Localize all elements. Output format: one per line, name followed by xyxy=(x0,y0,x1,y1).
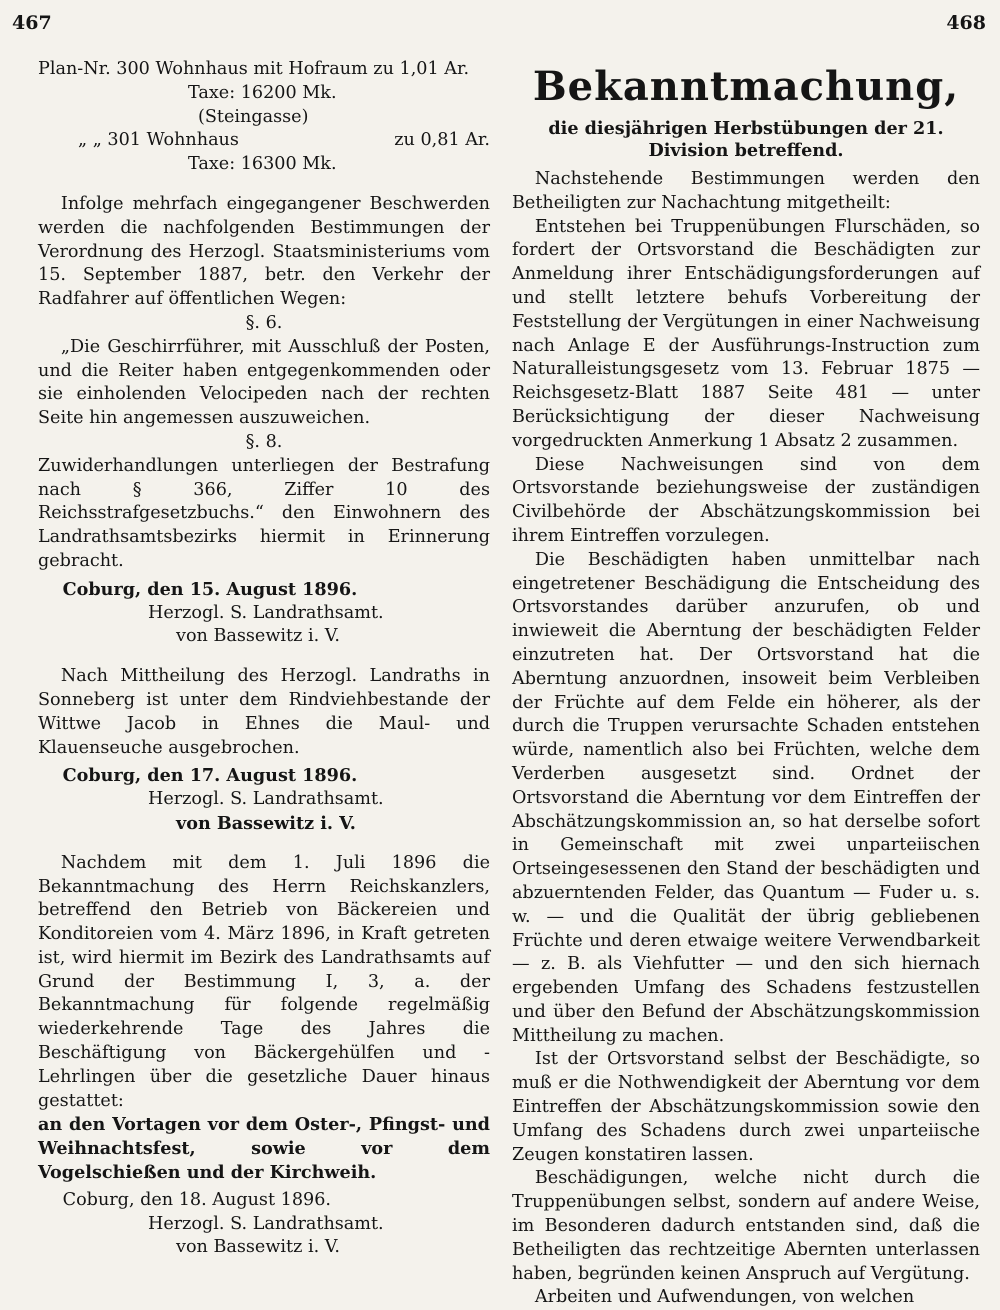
plan-listing xyxy=(38,58,490,177)
notice-baeckereien-text: Nachdem mit dem 1. Juli 1896 die Bekanntmachung des Herrn Reichskanzlers, betreffend den Betrieb von Bäckereien und Konditoreien vom 4. März 1896, in Kraft getreten ist, wird hiermit im Bezirk des Landrathsamts auf Grund der Bestimmung I, 3, a. der Bekanntmachung für folgende regelmäßig wiederkehrende Tage des Jahres die Beschäftigung von Bäckergehülfen und -Lehrlingen über die gesetzliche Dauer hinaus gestattet: xyxy=(38,852,490,1111)
notice-seuche-office: Herzogl. S. Landrathsamt. xyxy=(148,789,384,810)
plan-taxe-300: Taxe: 16200 Mk. xyxy=(188,82,337,103)
paragraph-nachweisungen: Diese Nachweisungen sind von dem Ortsvorstande beziehungsweise der zuständigen Civilbehörde der Abschätzungskommission bei ihrem Eintreffen vorzulegen. xyxy=(512,454,980,546)
notice-radfahrer xyxy=(38,193,490,649)
paragraph-aberntung: Die Beschädigten haben unmittelbar nach eingetretener Beschädigung die Entscheidung des Ortsvorstandes darüber anzurufen, ob und inwieweit die Aberntung der beschädigten Felder einzutreten hat. Der Ortsvorstand hat die Aberntung anzuordnen, insoweit beim Verbleiben der Früchte auf dem Felde ein höherer, als der durch die Truppen verursachte Schaden entstehen würde, namentlich also bei Früchten, welche dem Verderben ausgesetzt sind. Ordnet der Ortsvorstand die Aberntung vor dem Eintreffen der Abschätzungskommission an, so hat derselbe sofort in Gemeinschaft mit zwei unparteiischen Ortseingesessenen den Stand der beschädigten und abzuerntenden Felder, das Quantum — Fuder u. s. w. — und die Qualität der übrig gebliebenen Früchte und deren etwaige weitere Verwendbarkeit — z. B. als Viehfutter — und den sich hiernach ergebenden Umfang des Schadens festzustellen und über den Befund der Abschätzungskommission Mittheilung zu machen. xyxy=(512,549,980,1046)
left-column xyxy=(38,58,490,1260)
paragraph-ortsvorstand: Ist der Ortsvorstand selbst der Beschädigte, so muß er die Nothwendigkeit der Aberntung vor dem Eintreffen der Abschätzungskommission sowie den Umfang des Schadens durch zwei unparteiische Zeugen konstatiren lassen. xyxy=(512,1049,980,1165)
section-6-text: „Die Geschirrführer, mit Ausschluß der Posten, und die Reiter haben entgegenkommenden oder sie einholenden Velocipeden nach der rechten Seite hin angemessen auszuweichen. xyxy=(38,336,490,429)
notice-baeckereien-place-date: Coburg, den 18. August 1896. xyxy=(62,1189,331,1210)
notice-subheading: die diesjährigen Herbstübungen der 21. Division betreffend. xyxy=(548,118,944,161)
notice-seuche xyxy=(38,665,490,836)
notice-seuche-place-date: Coburg, den 17. August 1896. xyxy=(62,765,358,787)
plan-taxe-301: Taxe: 16300 Mk. xyxy=(188,154,337,175)
paragraph-beschaedigungen: Beschädigungen, welche nicht durch die Truppenübungen selbst, sondern auf andere Weise, im Besonderen dadurch entstanden sind, daß die Betheiligten das rechtzeitige Abernten unterlassen haben, begründen keinen Anspruch auf Vergütung. xyxy=(512,1168,980,1284)
notice-baeckereien-signature: von Bassewitz i. V. xyxy=(176,1237,340,1258)
paragraph-intro: Nachstehende Bestimmungen werden den Betheiligten zur Nachachtung mitgetheilt: xyxy=(512,169,980,213)
section-8-heading: §. 8. xyxy=(245,431,283,452)
notice-radfahrer-office: Herzogl. S. Landrathsamt. xyxy=(148,602,384,623)
notice-heading: Bekanntmachung, xyxy=(532,63,960,110)
notice-baeckereien-days: an den Vortagen vor dem Oster-, Pfingst- und Weihnachtsfest, sowie vor dem Vogelschießen und der Kirchweih. xyxy=(38,1114,490,1184)
paragraph-arbeiten: Arbeiten und Aufwendungen, von welchen xyxy=(534,1287,915,1308)
plan-line-301-left: „ „ 301 Wohnhaus xyxy=(78,130,239,151)
section-8-text: Zuwiderhandlungen unterliegen der Bestrafung nach § 366, Ziffer 10 des Reichsstrafgesetzbuchs.“ den Einwohnern des Landrathsamtsbezirks hiermit in Erinnerung gebracht. xyxy=(38,455,490,571)
plan-street: (Steingasse) xyxy=(198,106,309,127)
section-6-heading: §. 6. xyxy=(245,312,283,333)
paragraph-flurschaeden: Entstehen bei Truppenübungen Flurschäden, so fordert der Ortsvorstand die Beschädigten zur Anmeldung ihrer Entschädigungsforderungen auf und stellt letztere behufs Vorbereitung der Feststellung der Vergütungen in einer Nachweisung nach Anlage E der Ausführungs-Instruction zum Naturalleistungsgesetz vom 13. Februar 1875 — Reichsgesetz-Blatt 1887 Seite 481 — unter Berücksichtigung der dieser Nachweisung vorgedruckten Anmerkung 1 Absatz 2 zusammen. xyxy=(512,216,980,451)
notice-baeckereien xyxy=(38,852,490,1261)
page-number-right: 468 xyxy=(946,12,986,34)
plan-line-301 xyxy=(38,129,490,153)
notice-seuche-text: Nach Mittheilung des Herzogl. Landraths in Sonneberg ist unter dem Rindviehbestande der Wittwe Jacob in Ehnes die Maul- und Klauenseuche ausgebrochen. xyxy=(38,666,490,758)
notice-seuche-signature: von Bassewitz i. V. xyxy=(176,812,356,834)
notice-radfahrer-place-date: Coburg, den 15. August 1896. xyxy=(62,578,358,600)
notice-radfahrer-signature: von Bassewitz i. V. xyxy=(176,626,340,647)
notice-radfahrer-intro: Infolge mehrfach eingegangener Beschwerden werden die nachfolgenden Bestimmungen der Verordnung des Herzogl. Staatsministeriums vom 15. September 1887, betr. den Verkehr der Radfahrer auf öffentlichen Wegen: xyxy=(38,193,490,310)
notice-baeckereien-office: Herzogl. S. Landrathsamt. xyxy=(148,1213,384,1234)
right-column xyxy=(512,58,980,1310)
page-number-left: 467 xyxy=(12,12,52,34)
plan-line-300: Plan-Nr. 300 Wohnhaus mit Hofraum zu 1,01 Ar. xyxy=(38,59,470,79)
plan-line-301-right: zu 0,81 Ar. xyxy=(394,130,490,151)
